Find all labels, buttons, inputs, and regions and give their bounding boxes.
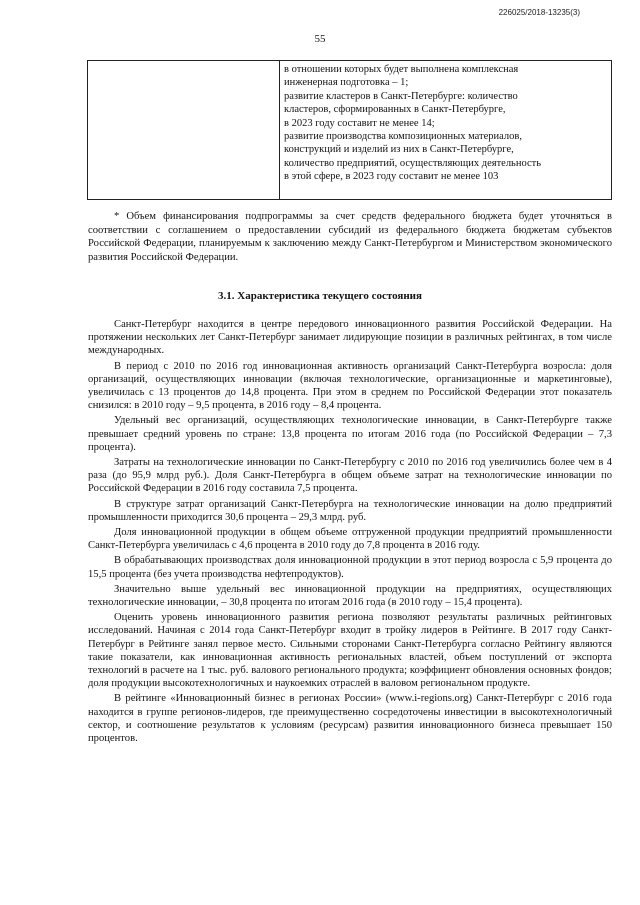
paragraph: Доля инновационной продукции в общем объеме отгруженной продукции предприятий промышленности Санкт-Петербурга увеличилась с 4,6 процента в 2010 году до 7,8 процента в 2016 году. bbox=[88, 527, 612, 552]
paragraph: Санкт-Петербург находится в центре передового инновационного развития Российской Федерации. На протяжении нескольких лет Санкт-Петербург занимает лидирующие позиции в различных рейтингах, в том числе международных. bbox=[88, 319, 612, 357]
table-text-cell bbox=[280, 61, 611, 199]
indicators-table bbox=[87, 60, 612, 200]
table-line: развитие производства композиционных материалов, bbox=[284, 131, 523, 143]
paragraph: Удельный вес организаций, осуществляющих технологические инновации, в Санкт-Петербурге также превышает средний уровень по стране: 13,8 процента по итогам 2016 года (по Российской Федерации – 7,3 процента). bbox=[88, 415, 612, 453]
footnote: * Объем финансирования подпрограммы за счет средств федерального бюджета будет уточняться в соответствии с соглашением о предоставлении субсидий из федерального бюджета бюджетам субъектов Российской Федерации, планируемым к заключению между Санкт-Петербургом и Министерством экономического развития Российской Федерации. bbox=[88, 211, 612, 263]
table-line: в этой сфере, в 2023 году составит не менее 103 bbox=[284, 171, 499, 183]
table-line: конструкций и изделий из них в Санкт-Петербурге, bbox=[284, 144, 514, 156]
paragraph: В обрабатывающих производствах доля инновационной продукции в этот период возросла с 5,9 процента до 15,5 процента (без учета производства нефтепродуктов). bbox=[88, 555, 612, 580]
table-line: количество предприятий, осуществляющих деятельность bbox=[284, 157, 542, 169]
table-line: развитие кластеров в Санкт-Петербурге: количество bbox=[284, 90, 518, 102]
paragraph: Затраты на технологические инновации по Санкт-Петербургу с 2010 по 2016 год увеличились более чем в 4 раза (до 95,9 млрд руб.). Доля Санкт-Петербурга в общем объеме затрат на технологические инновации по Российской Федерации в 2016 году составила 7,5 процента. bbox=[88, 457, 612, 495]
page-number: 55 bbox=[314, 33, 326, 45]
paragraph: Оценить уровень инновационного развития региона позволяют результаты различных рейтинговых исследований. Начиная с 2014 года Санкт-Петербург входит в тройку лидеров в Рейтинге. В 2017 году Санкт-Петербург в Рейтинге занял первое место. Сильными сторонами Санкт-Петербурга согласно Рейтингу являются такие показатели, как инновационная активность региональных властей, объем поступлений от экспорта технологий в расчете на 1 тыс. руб. валового регионального продукта; коэффициент обновления основных фондов; доля продукции высокотехнологичных и наукоемких отраслей в валовом региональном продукте. bbox=[88, 612, 612, 690]
table-line: кластеров, сформированных в Санкт-Петербурге, bbox=[284, 104, 506, 116]
document-id: 226025/2018-13235(3) bbox=[498, 8, 580, 17]
table-line: в 2023 году составит не менее 14; bbox=[284, 117, 435, 129]
table-line: инженерная подготовка – 1; bbox=[284, 77, 409, 89]
paragraph: В рейтинге «Инновационный бизнес в регионах России» (www.i-regions.org) Санкт-Петербург с 2016 года находится в группе регионов-лидеров, где преимущественно сосредоточены инвестиции в высокотехнологичный сектор, и соотношение результатов к условиям (ресурсам) развития инновационного бизнеса превышает 150 процентов. bbox=[88, 693, 612, 745]
section-heading: 3.1. Характеристика текущего состояния bbox=[218, 290, 422, 302]
paragraph: В период с 2010 по 2016 год инновационная активность организаций Санкт-Петербурга возросла: доля организаций, осуществляющих инновации (включая технологические, организационные и маркетинговые), увеличилась с 13 процентов до 14,8 процента. При этом в среднем по Российской Федерации этот показатель снизился: в 2010 году – 9,5 процента, в 2016 году – 8,4 процента. bbox=[88, 360, 612, 412]
table-line: в отношении которых будет выполнена комплексная bbox=[284, 64, 519, 75]
paragraph: В структуре затрат организаций Санкт-Петербурга на технологические инновации на долю предприятий промышленности приходится 30,6 процента – 29,3 млрд. руб. bbox=[88, 498, 612, 523]
section-body bbox=[88, 318, 612, 747]
table-empty-cell bbox=[88, 61, 280, 199]
paragraph: Значительно выше удельный вес инновационной продукции на предприятиях, осуществляющих технологические инновации, – 30,8 процента по итогам 2016 года (в 2010 году – 15,4 процента). bbox=[88, 583, 612, 609]
